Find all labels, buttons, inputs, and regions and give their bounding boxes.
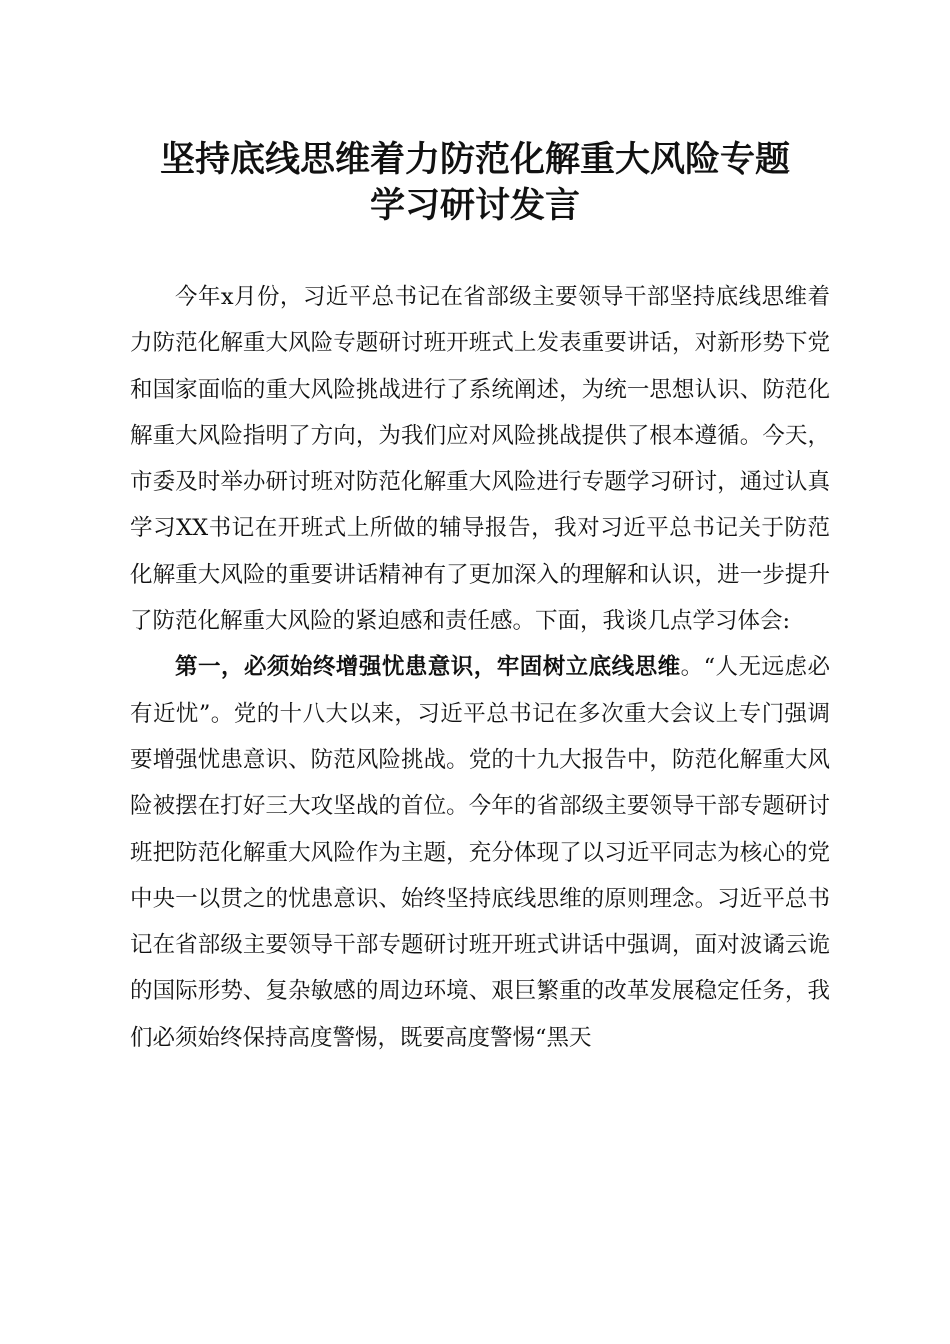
document-body xyxy=(130,274,830,1061)
paragraph-first-point-body: 。“人无远虑必有近忧”。党的十八大以来，习近平总书记在多次重大会议上专门强调要增强忧患意识、防范风险挑战。党的十九大报告中，防范化解重大风险被摆在打好三大攻坚战的首位。今年的省部级主要领导干部专题研讨班把防范化解重大风险作为主题，充分体现了以习近平同志为核心的党中央一以贯之的忧患意识、始终坚持底线思维的原则理念。习近平总书记在省部级主要领导干部专题研讨班开班式讲话中强调，面对波谲云诡的国际形势、复杂敏感的周边环境、艰巨繁重的改革发展稳定任务，我们必须始终保持高度警惕，既要高度警惕“黑天 xyxy=(130,654,830,1051)
paragraph-first-point xyxy=(130,644,830,1061)
document-title-line-1: 坚持底线思维着力防范化解重大风险专题 xyxy=(159,139,790,180)
document-title-line-2: 学习研讨发言 xyxy=(369,185,580,226)
paragraph-first-point-lead: 第一，必须始终增强忧患意识，牢固树立底线思维 xyxy=(175,654,681,681)
paragraph-intro: 今年x月份，习近平总书记在省部级主要领导干部坚持底线思维着力防范化解重大风险专题研讨班开班式上发表重要讲话，对新形势下党和国家面临的重大风险挑战进行了系统阐述，为统一思想认识、防范化解重大风险指明了方向，为我们应对风险挑战提供了根本遵循。今天，市委及时举办研讨班对防范化解重大风险进行专题学习研讨，通过认真学习XX书记在开班式上所做的辅导报告，我对习近平总书记关于防范化解重大风险的重要讲话精神有了更加深入的理解和认识，进一步提升了防范化解重大风险的紧迫感和责任感。下面，我谈几点学习体会: xyxy=(130,284,830,635)
